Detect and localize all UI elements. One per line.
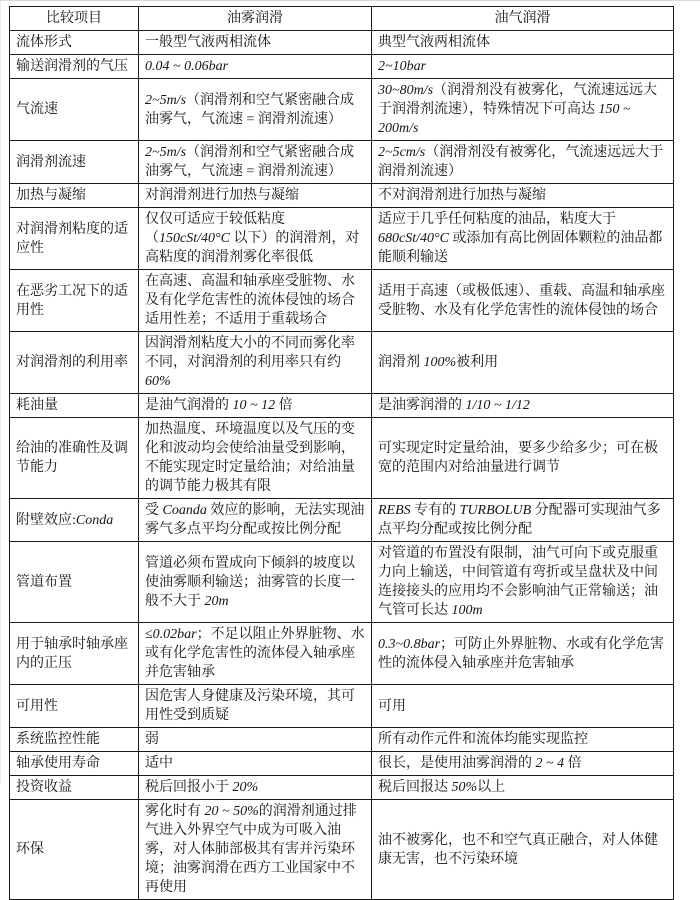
- cell-oil-mist: 在高速、高温和轴承座受脏物、水及有化学危害性的流体侵蚀的场合适用性差；不适用于重载场合: [139, 270, 372, 332]
- cell-item: 耗油量: [10, 394, 139, 418]
- table-row: [10, 728, 674, 752]
- table-row: [10, 184, 674, 208]
- cell-oil-mist: 弱: [139, 728, 372, 752]
- cell-oil-mist: 一般型气液两相流体: [139, 31, 372, 55]
- cell-oil-mist: 适中: [139, 752, 372, 776]
- cell-item: 管道布置: [10, 542, 139, 623]
- cell-oil-air: 很长，是使用油雾润滑的 2 ~ 4 倍: [372, 752, 674, 776]
- table-row: [10, 776, 674, 800]
- cell-item: 投资收益: [10, 776, 139, 800]
- header-cell-oil-mist: 油雾润滑: [139, 7, 372, 31]
- cell-oil-mist: 管道必须布置成向下倾斜的坡度以使油雾顺利输送；油雾管的长度一般不大于 20m: [139, 542, 372, 623]
- header-cell-item: 比较项目: [10, 7, 139, 31]
- cell-oil-mist: 是油气润滑的 10 ~ 12 倍: [139, 394, 372, 418]
- cell-oil-air: 适应于几乎任何粘度的油品，粘度大于 680cSt/40°C 或添加有高比例固体颗粒的油品都能顺利输送: [372, 208, 674, 270]
- cell-oil-mist: 0.04 ~ 0.06bar: [139, 55, 372, 79]
- cell-oil-mist: 2~5m/s（润滑剂和空气紧密融合成油雾气，气流速 = 润滑剂流速）: [139, 141, 372, 184]
- cell-item: 轴承使用寿命: [10, 752, 139, 776]
- cell-item: 附壁效应:Conda: [10, 499, 139, 542]
- cell-item: 用于轴承时轴承座内的正压: [10, 623, 139, 685]
- cell-oil-air: REBS 专有的 TURBOLUB 分配器可实现油气多点平均分配或按比例分配: [372, 499, 674, 542]
- cell-item: 给油的准确性及调节能力: [10, 418, 139, 499]
- cell-oil-air: 油不被雾化，也不和空气真正融合，对人体健康无害，也不污染环境: [372, 800, 674, 900]
- cell-item: 对润滑剂的利用率: [10, 332, 139, 394]
- cell-oil-mist: 因润滑剂粘度大小的不同而雾化率不同，对润滑剂的利用率只有约 60%: [139, 332, 372, 394]
- table-row: [10, 79, 674, 141]
- cell-oil-mist: 2~5m/s（润滑剂和空气紧密融合成油雾气，气流速 = 润滑剂流速）: [139, 79, 372, 141]
- document-page: [1, 1, 700, 900]
- table-row: [10, 623, 674, 685]
- cell-item: 在恶劣工况下的适用性: [10, 270, 139, 332]
- table-row: [10, 418, 674, 499]
- cell-oil-air: 对管道的布置没有限制，油气可向下或克服重力向上输送，中间管道有弯折或呈盘状及中间连接接头的应用均不会影响油气正常输送；油气管可长达 100m: [372, 542, 674, 623]
- cell-item: 润滑剂流速: [10, 141, 139, 184]
- cell-oil-mist: 对润滑剂进行加热与凝缩: [139, 184, 372, 208]
- table-row: [10, 141, 674, 184]
- cell-item: 加热与凝缩: [10, 184, 139, 208]
- cell-oil-air: 2~10bar: [372, 55, 674, 79]
- table-row: [10, 752, 674, 776]
- cell-oil-air: 税后回报达 50%以上: [372, 776, 674, 800]
- cell-oil-air: 是油雾润滑的 1/10 ~ 1/12: [372, 394, 674, 418]
- cell-oil-air: 适用于高速（或极低速）、重载、高温和轴承座受脏物、水及有化学危害性的流体侵蚀的场合: [372, 270, 674, 332]
- cell-oil-air: 2~5cm/s（润滑剂没有被雾化，气流速远远大于润滑剂流速）: [372, 141, 674, 184]
- table-row: [10, 542, 674, 623]
- table-row: [10, 31, 674, 55]
- cell-oil-mist: 仅仅可适应于较低粘度（150cSt/40°C 以下）的润滑剂，对高粘度的润滑剂雾化率很低: [139, 208, 372, 270]
- table-row: [10, 332, 674, 394]
- table-row: [10, 685, 674, 728]
- cell-oil-air: 不对润滑剂进行加热与凝缩: [372, 184, 674, 208]
- cell-oil-air: 可实现定时定量给油，要多少给多少；可在极宽的范围内对给油量进行调节: [372, 418, 674, 499]
- comparison-table: [9, 6, 674, 900]
- cell-item: 可用性: [10, 685, 139, 728]
- cell-item: 流体形式: [10, 31, 139, 55]
- table-row: [10, 800, 674, 900]
- cell-oil-mist: ≤0.02bar；不足以阻止外界脏物、水或有化学危害性的流体侵入轴承座并危害轴承: [139, 623, 372, 685]
- table-row: [10, 55, 674, 79]
- cell-oil-mist: 因危害人身健康及污染环境，其可用性受到质疑: [139, 685, 372, 728]
- cell-oil-mist: 税后回报小于 20%: [139, 776, 372, 800]
- table-row: [10, 394, 674, 418]
- table-row: [10, 208, 674, 270]
- cell-oil-mist: 受 Coanda 效应的影响，无法实现油雾气多点平均分配或按比例分配: [139, 499, 372, 542]
- cell-item: 环保: [10, 800, 139, 900]
- table-row: [10, 270, 674, 332]
- cell-item: 对润滑剂粘度的适应性: [10, 208, 139, 270]
- cell-oil-mist: 加热温度、环境温度以及气压的变化和波动均会使给油量受到影响，不能实现定时定量给油；对给油量的调节能力极其有限: [139, 418, 372, 499]
- cell-item: 气流速: [10, 79, 139, 141]
- cell-oil-mist: 雾化时有 20 ~ 50%的润滑剂通过排气进入外界空气中成为可吸入油雾，对人体肺部极其有害并污染环境；油雾润滑在西方工业国家中不再使用: [139, 800, 372, 900]
- cell-item: 系统监控性能: [10, 728, 139, 752]
- header-cell-oil-air: 油气润滑: [372, 7, 674, 31]
- cell-oil-air: 润滑剂 100%被利用: [372, 332, 674, 394]
- table-row: [10, 499, 674, 542]
- cell-oil-air: 可用: [372, 685, 674, 728]
- cell-oil-air: 30~80m/s（润滑剂没有被雾化，气流速远远大于润滑剂流速），特殊情况下可高达 150 ~ 200m/s: [372, 79, 674, 141]
- cell-item: 输送润滑剂的气压: [10, 55, 139, 79]
- cell-oil-air: 0.3~0.8bar；可防止外界脏物、水或有化学危害性的流体侵入轴承座并危害轴承: [372, 623, 674, 685]
- table-header-row: [10, 7, 674, 31]
- cell-oil-air: 所有动作元件和流体均能实现监控: [372, 728, 674, 752]
- cell-oil-air: 典型气液两相流体: [372, 31, 674, 55]
